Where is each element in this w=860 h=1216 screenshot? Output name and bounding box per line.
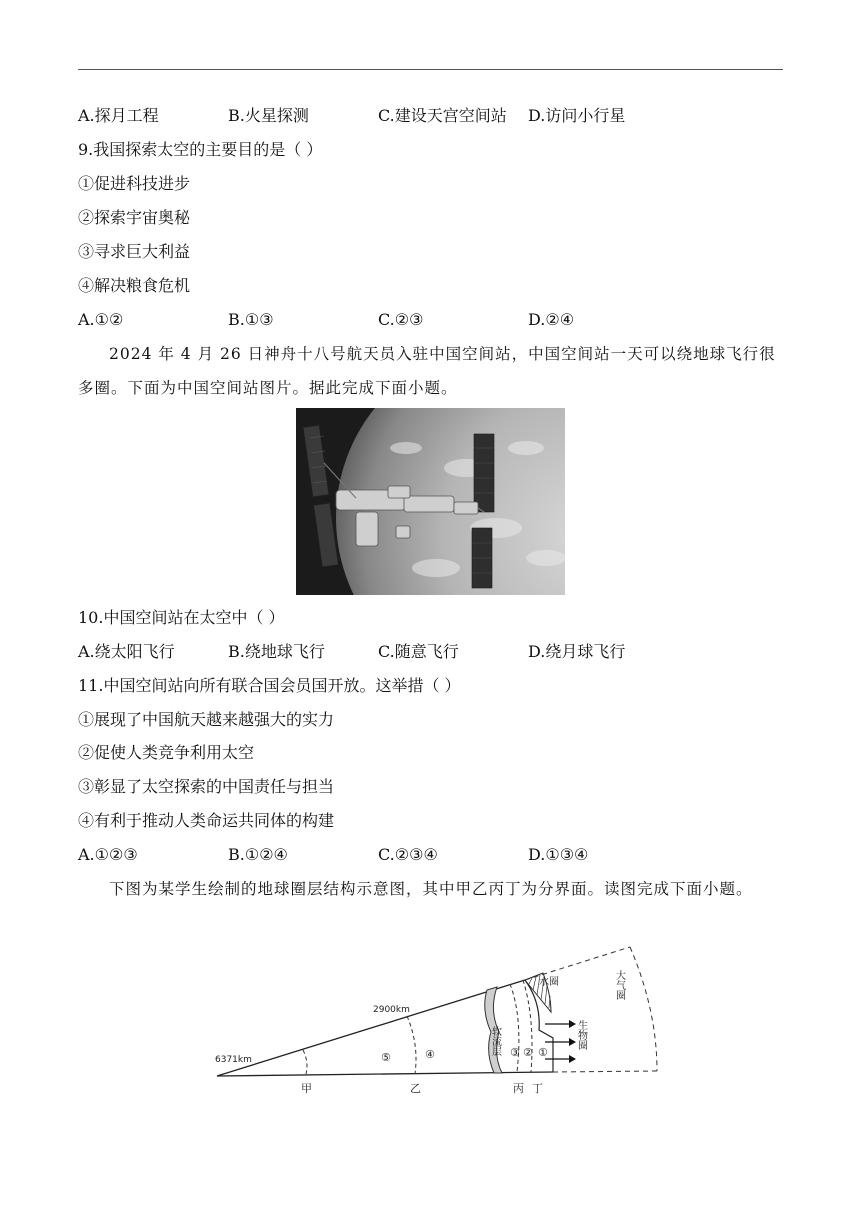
- label-zone-2: ②: [523, 1046, 533, 1059]
- label-zone-5: ⑤: [381, 1051, 391, 1064]
- label-atmosphere: 大气圈: [613, 970, 625, 1000]
- q9-option-d: D.②④: [528, 310, 575, 329]
- q8-option-a: A.探月工程: [78, 106, 159, 125]
- label-jia: 甲: [301, 1082, 312, 1095]
- q9-item-2: ②探索宇宙奥秘: [78, 208, 191, 227]
- q9-stem: 9.我国探索太空的主要目的是（ ）: [78, 140, 323, 159]
- q11-item-1: ①展现了中国航天越来越强大的实力: [78, 710, 335, 729]
- q9-option-b: B.①③: [228, 310, 274, 329]
- q10-option-d: D.绕月球飞行: [528, 642, 626, 661]
- boundary-jia: [303, 1050, 307, 1074]
- passage-earth-layers: 下图为某学生绘制的地球圈层结构示意图，其中甲乙丙丁为分界面。读图完成下面小题。: [109, 880, 753, 898]
- q8-option-b: B.火星探测: [228, 106, 309, 125]
- header-rule: [78, 69, 783, 70]
- label-depth-2900: 2900km: [373, 1005, 410, 1015]
- q11-option-b: B.①②④: [228, 845, 288, 864]
- passage-space-station: 2024 年 4 月 26 日神舟十八号航天员入驻中国空间站，中国空间站一天可以绕地球飞行很多圈。下面为中国空间站图片。据此完成下面小题。: [78, 345, 776, 397]
- label-bing: 丙: [513, 1082, 524, 1095]
- wedge-bottom-edge: [217, 1072, 553, 1076]
- q9-item-3: ③寻求巨大利益: [78, 242, 191, 261]
- label-yi: 乙: [410, 1082, 421, 1095]
- q11-option-d: D.①③④: [528, 845, 589, 864]
- q11-option-a: A.①②③: [78, 845, 138, 864]
- biosphere-arrows: [545, 1020, 576, 1063]
- q11-item-2: ②促使人类竞争利用太空: [78, 743, 255, 762]
- q10-option-b: B.绕地球飞行: [228, 642, 325, 661]
- q11-item-4: ④有利于推动人类命运共同体的构建: [78, 811, 335, 830]
- q10-option-a: A.绕太阳飞行: [78, 642, 175, 661]
- q8-option-d: D.访问小行星: [528, 106, 626, 125]
- space-station-photo: [296, 408, 565, 595]
- q10-option-c: C.随意飞行: [378, 642, 459, 661]
- q9-item-4: ④解决粮食危机: [78, 276, 191, 295]
- label-depth-6371: 6371km: [215, 1055, 252, 1065]
- label-asthenosphere: 软流层: [489, 1026, 501, 1056]
- q9-option-a: A.①②: [78, 310, 124, 329]
- label-zone-3: ③: [510, 1046, 520, 1059]
- q11-option-c: C.②③④: [378, 845, 438, 864]
- atmosphere-bottom-edge: [553, 1071, 657, 1072]
- q9-item-1: ①促进科技进步: [78, 174, 191, 193]
- label-biosphere: 生物圈: [575, 1020, 587, 1050]
- q11-item-3: ③彰显了太空探索的中国责任与担当: [78, 777, 335, 796]
- q11-stem: 11.中国空间站向所有联合国会员国开放。这举措（ ）: [78, 676, 461, 695]
- q9-option-c: C.②③: [378, 310, 424, 329]
- earth-layers-diagram: [205, 940, 665, 1100]
- label-ding: 丁: [532, 1082, 543, 1095]
- label-zone-4: ④: [425, 1048, 435, 1061]
- boundary-yi: [407, 1016, 416, 1074]
- atmosphere-outer-arc: [630, 947, 657, 1071]
- label-zone-1: ①: [538, 1046, 548, 1059]
- label-hydrosphere: 水圈: [539, 977, 559, 988]
- q10-stem: 10.中国空间站在太空中（ ）: [78, 608, 285, 627]
- wedge-top-edge: [217, 980, 525, 1076]
- q8-option-c: C.建设天宫空间站: [378, 106, 507, 125]
